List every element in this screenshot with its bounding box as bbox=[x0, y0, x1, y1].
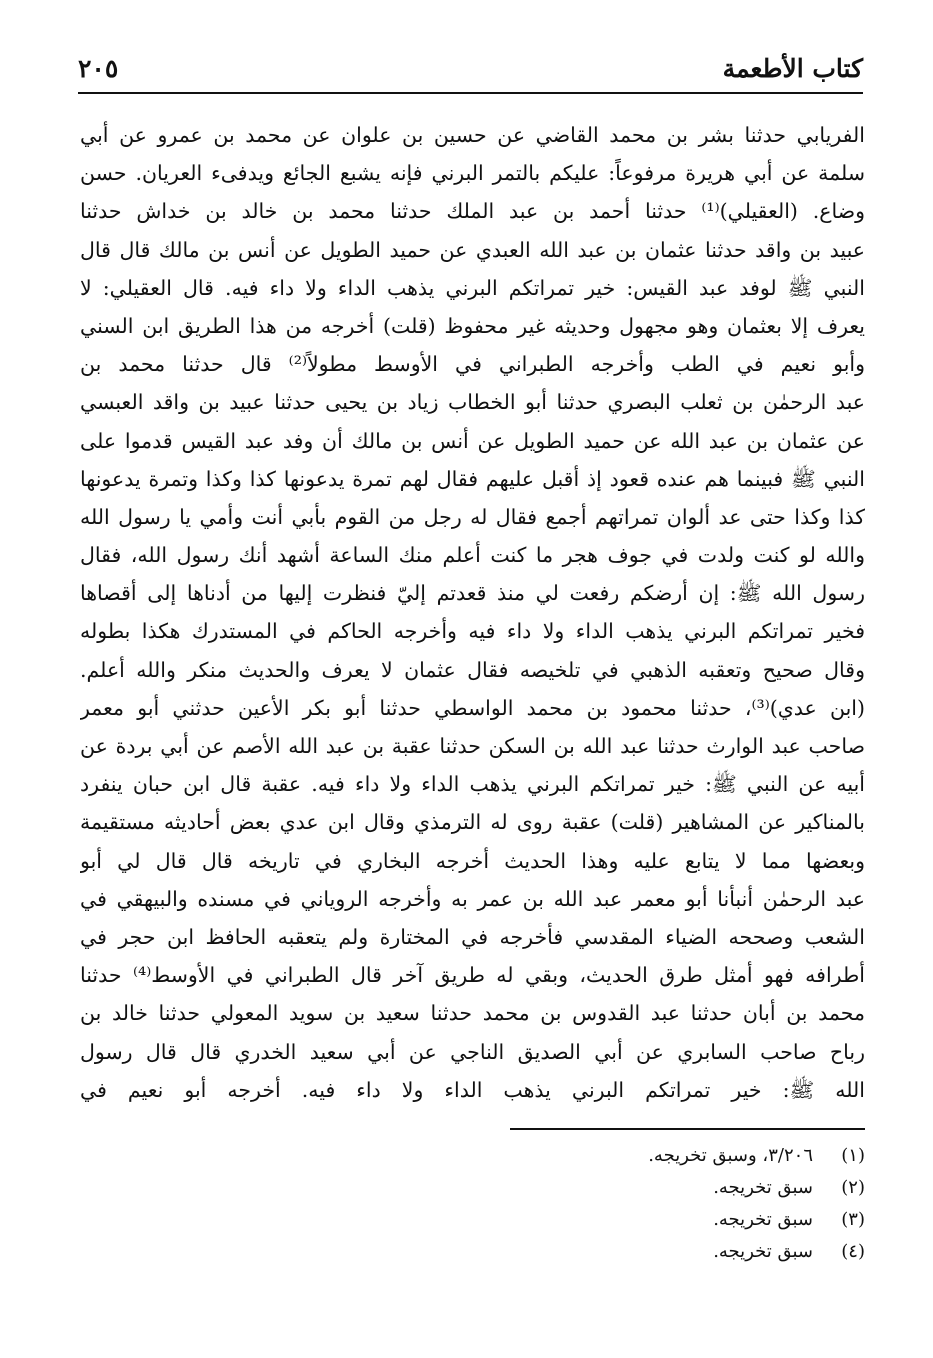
text-line: وقال صحيح وتعقبه الذهبي في تلخيصه فقال عثمان لا يعرف والحديث منكر والله أعلم. bbox=[80, 657, 865, 682]
text-line: عن عثمان بن عبد الله عن حميد الطويل عن أنس بن مالك أن وفد عبد القيس قدموا على bbox=[80, 428, 865, 453]
footnote-text: سبق تخريجه. bbox=[713, 1241, 813, 1262]
footnote-marker: (١) bbox=[841, 1145, 865, 1166]
page-number: ٢٠٥ bbox=[78, 54, 119, 83]
page-header bbox=[78, 52, 863, 94]
footnote-text: سبق تخريجه. bbox=[713, 1177, 813, 1198]
text-line: فخير تمراتكم البرني يذهب الداء ولا داء فيه وأخرجه الحاكم في المستدرك هكذا بطوله bbox=[80, 619, 865, 644]
text-line: النبي ﷺ فبينما هم عنده قعود إذ أقبل عليهم فقال لهم تمرة يدعونها كذا وكذا وتمرة يدعونها bbox=[80, 466, 865, 491]
footnote bbox=[500, 1172, 865, 1204]
footnote bbox=[500, 1140, 865, 1172]
footnote bbox=[500, 1236, 865, 1268]
text-line: الفريابي حدثنا بشر بن محمد القاضي عن حسين بن علوان عن محمد بن عمرو عن أبي bbox=[80, 123, 865, 147]
text-line: سلمة عن أبي هريرة مرفوعاً: عليكم بالتمر البرني فإنه يشبع الجائع ويدفىء العريان. حسن bbox=[80, 161, 865, 186]
text-line: رباح صاحب السابري عن أبي الصديق الناجي عن أبي سعيد الخدري قال قال رسول bbox=[80, 1039, 865, 1064]
text-line: عبد الرحمٰن أنبأنا أبو معمر عبد الله بن عمر به وأخرجه الروياني في مسنده والبيهقي في bbox=[80, 886, 865, 911]
footnote-text: ٣/٢٠٦، وسبق تخريجه. bbox=[648, 1145, 813, 1166]
footnotes bbox=[500, 1140, 865, 1268]
text-line: صاحب عبد الوارث حدثنا عبد الله بن السكن حدثنا عقبة بن عبد الله الأصم عن أبي بردة عن bbox=[80, 734, 865, 758]
text-line: الشعب وصححه الضياء المقدسي فأخرجه في المختارة ولم يتعقبه الحافظ ابن حجر في bbox=[80, 924, 865, 949]
main-text bbox=[80, 116, 865, 1109]
text-line: رسول الله ﷺ: إن أرضكم رفعت لي منذ قعدتم إليّ فنظرت إليها من أدناها إلى أقصاها bbox=[80, 581, 865, 606]
header-rule bbox=[78, 92, 863, 94]
footnote-marker: (٤) bbox=[841, 1241, 865, 1262]
footnote-text: سبق تخريجه. bbox=[713, 1209, 813, 1230]
text-line: عبيد بن واقد حدثنا عثمان بن عبد الله العبدي عن حميد الطويل عن أنس بن مالك قال قال bbox=[80, 237, 865, 262]
footnote-rule bbox=[510, 1128, 865, 1130]
footnote bbox=[500, 1204, 865, 1236]
text-line: وضاع. (العقيلي)⁽¹⁾ حدثنا أحمد بن عبد الملك حدثنا محمد بن خالد بن خداش حدثنا bbox=[80, 199, 865, 224]
text-line: وأبو نعيم في الطب وأخرجه الطبراني في الأوسط مطولاً⁽²⁾ قال حدثنا محمد بن bbox=[80, 352, 865, 377]
text-line: أبيه عن النبي ﷺ: خير تمراتكم البرني يذهب الداء ولا داء فيه. عقبة قال ابن حبان ينفرد bbox=[80, 772, 865, 797]
text-line: يعرف إلا بعثمان وهو مجهول وحديثه غير محفوظ (قلت) أخرجه من هذا الطريق ابن السني bbox=[80, 313, 865, 338]
text-line: وبعضها مما لا يتابع عليه وهذا الحديث أخرجه البخاري في تاريخه قال قال لي أبو bbox=[80, 848, 865, 873]
text-line: عبد الرحمٰن بن ثعلب البصري حدثنا أبو الخطاب زياد بن يحيى حدثنا عبيد بن واقد العبسي bbox=[80, 390, 865, 415]
text-line: أطرافه فهو أمثل طرق الحديث، وبقي له طريق آخر قال الطبراني في الأوسط⁽⁴⁾ حدثنا bbox=[80, 963, 865, 988]
text-line: والله لو كنت ولدت في جوف هجر ما كنت أعلم منك الساعة أشهد أنك رسول الله، فقال bbox=[80, 543, 865, 568]
text-line: النبي ﷺ لوفد عبد القيس: خير تمراتكم البرني يذهب الداء ولا داء فيه. قال العقيلي: لا bbox=[80, 275, 865, 300]
text-line: (ابن عدي)⁽³⁾، حدثنا محمود بن محمد الواسطي حدثنا أبو بكر الأعين حدثني أبو معمر bbox=[80, 695, 865, 720]
text-line: الله ﷺ: خير تمراتكم البرني يذهب الداء ولا داء فيه. أخرجه أبو نعيم في bbox=[80, 1077, 865, 1102]
text-line: محمد بن أبان حدثنا عبد القدوس بن محمد حدثنا سعيد بن سويد المعولي حدثنا خالد بن bbox=[80, 1001, 865, 1026]
text-line: بالمناكير عن المشاهير (قلت) عقبة روى له الترمذي وقال ابن عدي بعض أحاديثه مستقيمة bbox=[80, 810, 865, 835]
footnote-marker: (٢) bbox=[841, 1177, 865, 1198]
running-title: كتاب الأطعمة bbox=[722, 54, 863, 83]
footnote-marker: (٣) bbox=[841, 1209, 865, 1230]
text-line: كذا وكذا حتى عد ألوان تمراتهم أجمع فقال له رجل من القوم بأبي أنت وأمي يا رسول الله bbox=[80, 504, 865, 529]
